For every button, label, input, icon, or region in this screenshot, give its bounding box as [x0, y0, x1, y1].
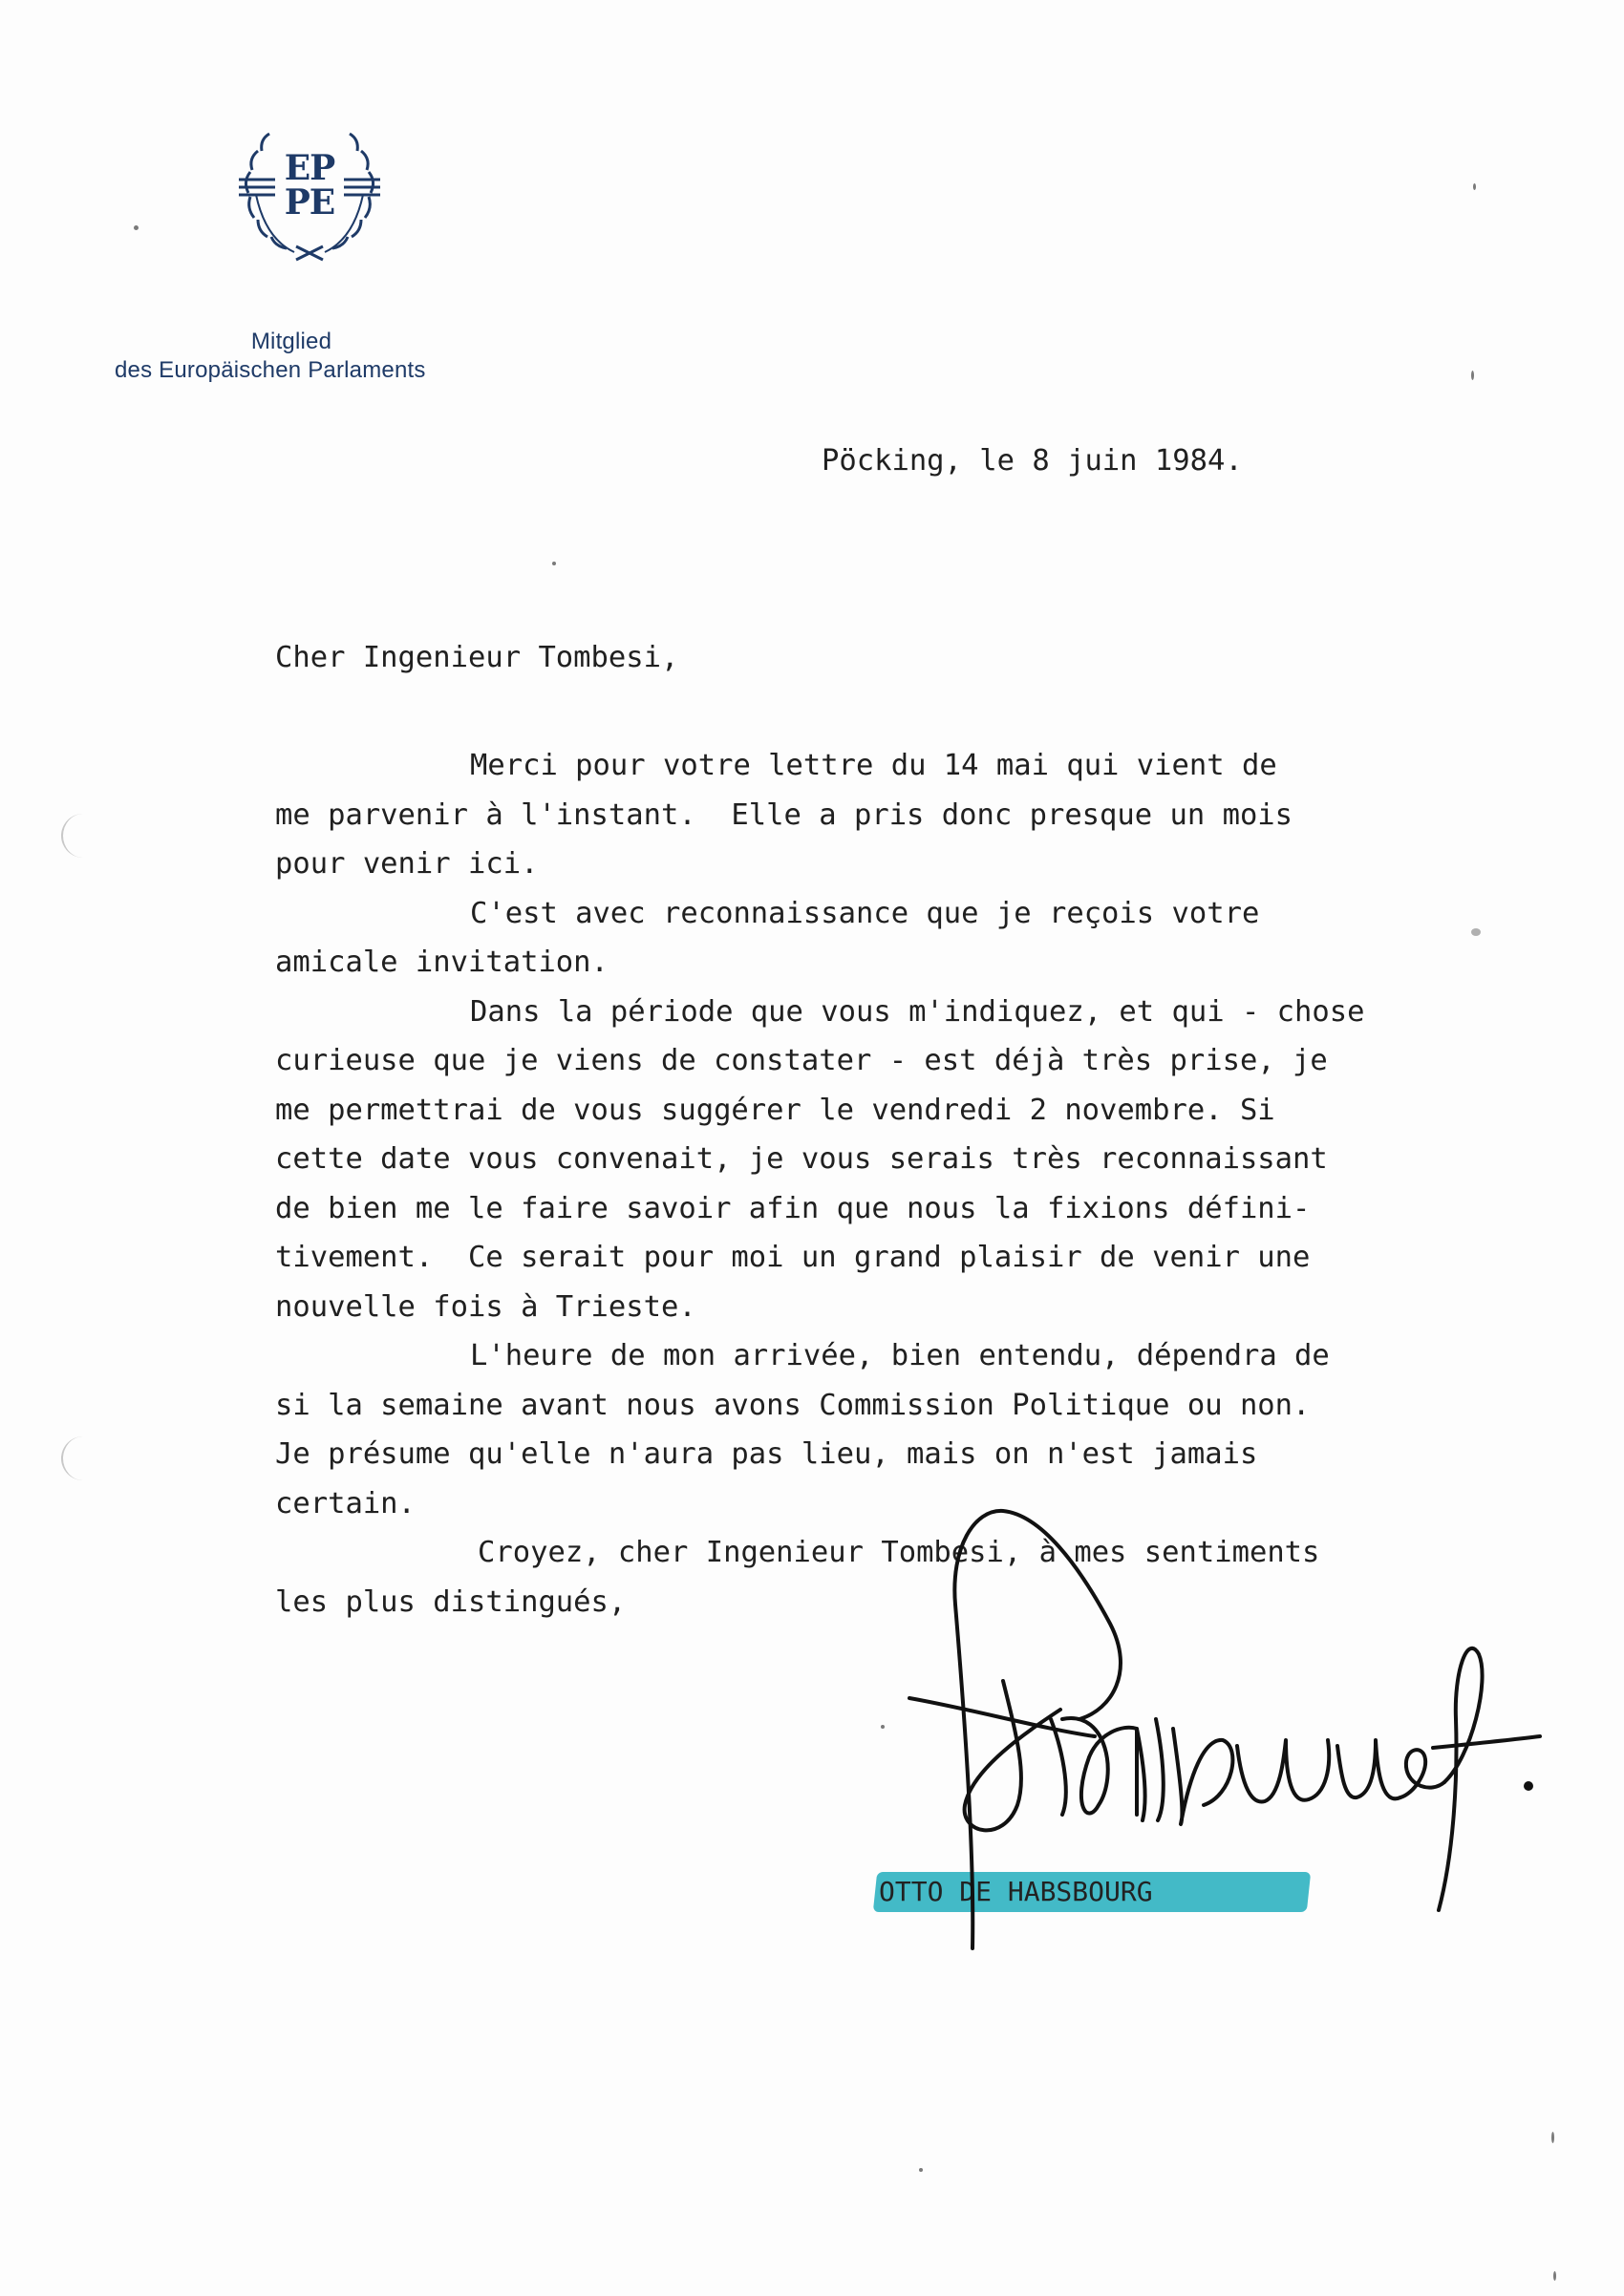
- body-line: tivement. Ce serait pour moi un grand plaisir de venir une: [275, 1241, 1311, 1274]
- letterhead-member-line1: Mitglied: [250, 329, 332, 354]
- body-line: curieuse que je viens de constater - est déjà très prise, je: [275, 1044, 1328, 1077]
- body-line: certain.: [275, 1486, 416, 1520]
- body-line: Dans la période que vous m'indiquez, et qui - chose: [470, 994, 1365, 1029]
- scan-bracket-mark: [61, 1436, 86, 1480]
- body-line: cette date vous convenait, je vous serais très reconnaissant: [275, 1142, 1328, 1176]
- signature-dot: [1524, 1781, 1533, 1791]
- scan-speck: [1471, 371, 1474, 380]
- body-line: Je présume qu'elle n'aura pas lieu, mais on n'est jamais: [275, 1437, 1258, 1471]
- scan-speck: [919, 2168, 923, 2172]
- scan-speck: [1473, 183, 1476, 190]
- body-line: les plus distingués,: [275, 1584, 627, 1619]
- body-line: L'heure de mon arrivée, bien entendu, dépendra de: [470, 1339, 1330, 1372]
- body-line: nouvelle fois à Trieste.: [275, 1289, 696, 1324]
- scan-speck: [1471, 928, 1481, 936]
- scan-speck: [881, 1725, 885, 1729]
- scan-speck: [1553, 2271, 1556, 2281]
- body-line: Croyez, cher Ingenieur Tombesi, à mes sentiments: [478, 1536, 1320, 1569]
- signer-typed-name: OTTO DE HABSBOURG: [879, 1876, 1153, 1907]
- salutation: Cher Ingenieur Tombesi,: [275, 641, 679, 674]
- body-line: Merci pour votre lettre du 14 mai qui vient de: [470, 749, 1277, 782]
- body-line: me parvenir à l'instant. Elle a pris donc presque un mois: [275, 797, 1293, 832]
- body-line: si la semaine avant nous avons Commission Politique ou non.: [275, 1388, 1311, 1422]
- logo-text-bottom: PE: [284, 182, 335, 223]
- letter-date: Pöcking, le 8 juin 1984.: [822, 444, 1243, 478]
- scan-speck: [134, 225, 139, 230]
- logo-text-top: EP: [284, 148, 335, 188]
- body-line: pour venir ici.: [275, 847, 539, 881]
- letterhead-member-line2: des Europäischen Parlaments: [115, 357, 426, 383]
- body-line: C'est avec reconnaissance que je reçois votre: [470, 896, 1260, 930]
- body-line: me permettrai de vous suggérer le vendredi 2 novembre. Si: [275, 1093, 1275, 1127]
- scan-bracket-mark: [61, 814, 86, 858]
- scan-speck: [552, 562, 556, 565]
- handwritten-signature: [860, 1490, 1548, 1967]
- body-line: amicale invitation.: [275, 946, 609, 979]
- scan-speck: [1551, 2132, 1554, 2143]
- body-line: de bien me le faire savoir afin que nous la fixions défini-: [275, 1191, 1311, 1225]
